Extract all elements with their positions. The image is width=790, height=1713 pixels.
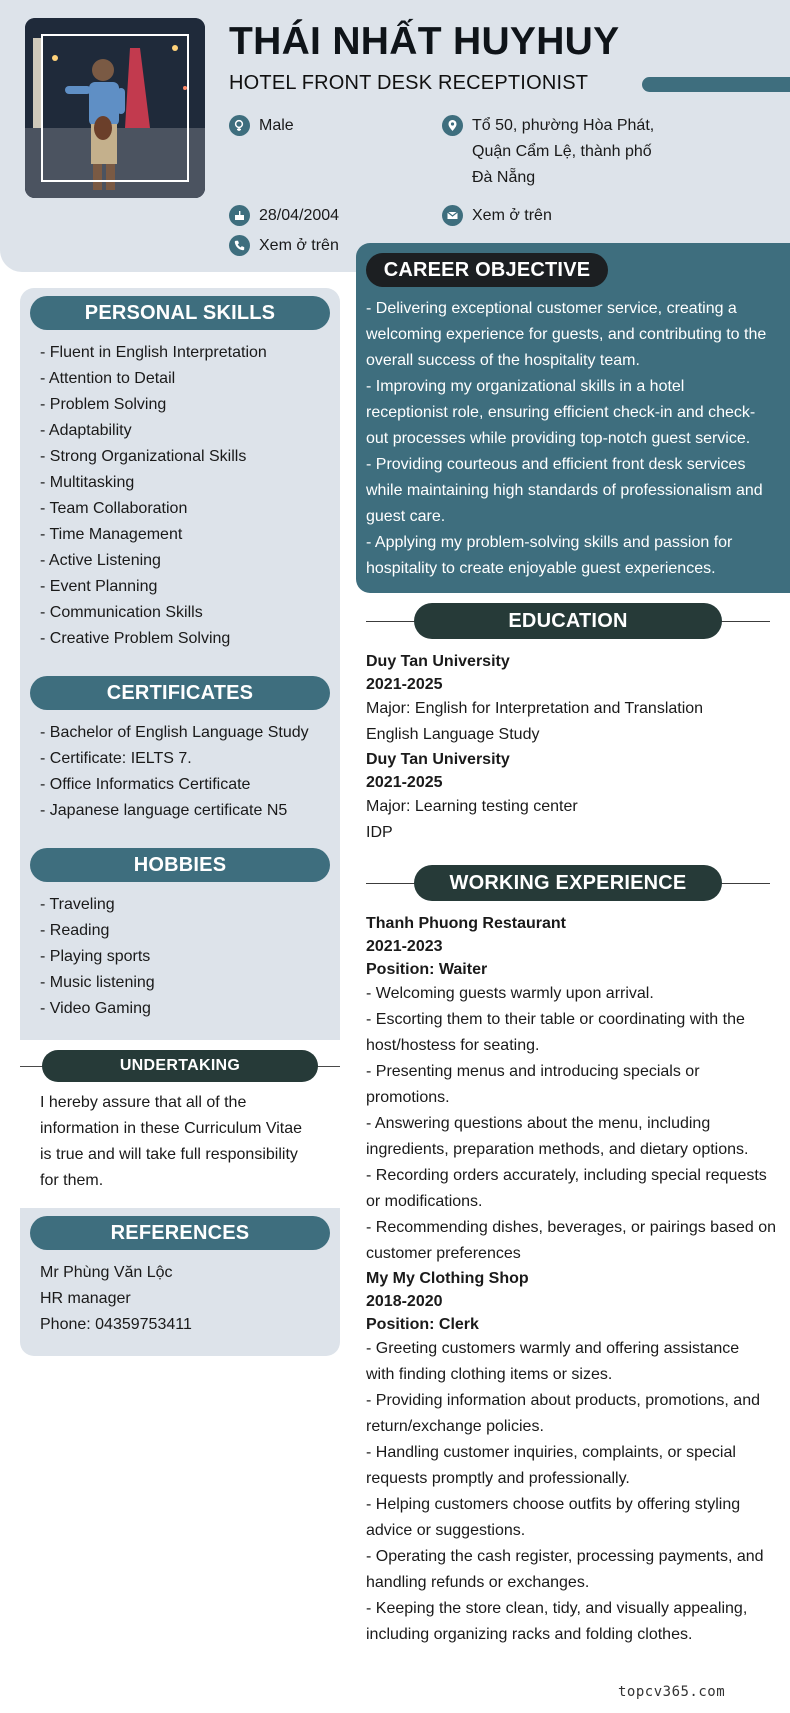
personal-skills-section — [20, 288, 340, 1040]
duty-line: with finding clothing items or sizes. — [366, 1366, 613, 1383]
list-item: - Event Planning — [40, 578, 158, 595]
duty-line: - Escorting them to their table or coordinating with the — [366, 1011, 745, 1028]
list-item: - Japanese language certificate N5 — [40, 802, 288, 819]
text-line: information in these Curriculum Vitae — [40, 1120, 303, 1137]
address-line: Tổ 50, phường Hòa Phát, — [472, 117, 655, 134]
list-item: - Attention to Detail — [40, 370, 176, 387]
duty-line: - Answering questions about the menu, including — [366, 1115, 711, 1132]
duty-line: - Handling customer inquiries, complaints, or special — [366, 1444, 736, 1461]
reference-line: Phone: 04359753411 — [40, 1316, 192, 1333]
experience-section — [366, 912, 780, 1648]
envelope-icon — [442, 205, 463, 226]
duty-line: advice or suggestions. — [366, 1522, 526, 1539]
study-years: 2021-2025 — [366, 676, 443, 693]
major: Major: English for Interpretation and Translation — [366, 700, 704, 717]
list-item: - Creative Problem Solving — [40, 630, 231, 647]
list-item: - Certificate: IELTS 7. — [40, 750, 192, 767]
list-item: - Video Gaming — [40, 1000, 151, 1017]
duty-line: - Recommending dishes, beverages, or pairings based on — [366, 1219, 777, 1236]
duty-line: promotions. — [366, 1089, 450, 1106]
phone-info — [229, 233, 339, 259]
education-section — [366, 650, 780, 846]
reference-line: Mr Phùng Văn Lộc — [40, 1264, 173, 1281]
watermark: topcv365.com — [618, 1684, 726, 1700]
reference-line: HR manager — [40, 1290, 131, 1307]
list-item: - Multitasking — [40, 474, 135, 491]
list-item: - Active Listening — [40, 552, 161, 569]
list-item: - Communication Skills — [40, 604, 203, 621]
text-line: overall success of the hospitality team. — [366, 352, 640, 369]
left-column — [20, 288, 340, 1356]
experience-heading — [366, 865, 770, 901]
section-heading: UNDERTAKING — [42, 1050, 318, 1082]
text-line: - Applying my problem-solving skills and passion for — [366, 534, 733, 551]
study-years: 2021-2025 — [366, 774, 443, 791]
list-item: - Traveling — [40, 896, 115, 913]
duty-line: handling refunds or exchanges. — [366, 1574, 590, 1591]
list-item: - Reading — [40, 922, 110, 939]
gender-text: Male — [259, 117, 294, 134]
duty-line: or modifications. — [366, 1193, 483, 1210]
text-line: - Delivering exceptional customer service, creating a — [366, 300, 737, 317]
phone-text: Xem ở trên — [259, 237, 339, 254]
education-detail: IDP — [366, 824, 393, 841]
text-line: for them. — [40, 1172, 104, 1189]
job-title: HOTEL FRONT DESK RECEPTIONIST — [229, 72, 589, 94]
undertaking-text — [30, 1082, 330, 1194]
list-item: - Office Informatics Certificate — [40, 776, 251, 793]
references-section — [20, 1208, 340, 1356]
duty-line: requests promptly and professionally. — [366, 1470, 630, 1487]
duty-line: host/hostess for seating. — [366, 1037, 540, 1054]
candidate-name: THÁI NHẤT HUYHUY — [229, 20, 620, 63]
company-name: Thanh Phuong Restaurant — [366, 915, 566, 932]
address-text — [472, 113, 654, 191]
list-item: - Team Collaboration — [40, 500, 188, 517]
hobbies-list — [30, 882, 330, 1028]
duty-line: including organizing racks and folding clothes. — [366, 1626, 693, 1643]
list-item: - Fluent in English Interpretation — [40, 344, 267, 361]
major: Major: Learning testing center — [366, 798, 578, 815]
list-item: - Strong Organizational Skills — [40, 448, 247, 465]
text-line: - Improving my organizational skills in a hotel — [366, 378, 685, 395]
references-list — [30, 1250, 330, 1344]
list-item: - Adaptability — [40, 422, 132, 439]
duty-line: - Welcoming guests warmly upon arrival. — [366, 985, 654, 1002]
job-years: 2021-2023 — [366, 938, 443, 955]
section-heading: CERTIFICATES — [30, 676, 330, 710]
duty-line: - Providing information about products, promotions, and — [366, 1392, 760, 1409]
text-line: guest care. — [366, 508, 446, 525]
list-item: - Music listening — [40, 974, 155, 991]
email-info — [442, 203, 552, 229]
duty-line: - Recording orders accurately, including special requests — [366, 1167, 767, 1184]
school-name: Duy Tan University — [366, 751, 510, 768]
list-item: - Playing sports — [40, 948, 151, 965]
section-heading: PERSONAL SKILLS — [30, 296, 330, 330]
school-name: Duy Tan University — [366, 653, 510, 670]
duty-line: - Presenting menus and introducing specials or — [366, 1063, 700, 1080]
birthday-info — [229, 203, 339, 229]
career-objective-text — [366, 296, 780, 582]
birthday-text: 28/04/2004 — [259, 207, 340, 224]
title-accent-bar — [642, 77, 790, 92]
job-position: Position: Clerk — [366, 1316, 479, 1333]
address-line: Quận Cẩm Lệ, thành phố — [472, 143, 652, 160]
text-line: is true and will take full responsibility — [40, 1146, 298, 1163]
text-line: I hereby assure that all of the — [40, 1094, 247, 1111]
skills-list — [30, 330, 330, 658]
section-heading: EDUCATION — [414, 603, 722, 639]
text-line: hospitality to create enjoyable guest experiences. — [366, 560, 716, 577]
section-heading: REFERENCES — [30, 1216, 330, 1250]
company-name: My My Clothing Shop — [366, 1270, 529, 1287]
gender-icon — [229, 115, 250, 136]
education-detail: English Language Study — [366, 726, 540, 743]
email-text: Xem ở trên — [472, 207, 552, 224]
section-heading: CAREER OBJECTIVE — [366, 253, 608, 287]
career-objective-section — [356, 243, 790, 593]
text-line: while maintaining high standards of professionalism and — [366, 482, 763, 499]
job-years: 2018-2020 — [366, 1293, 443, 1310]
undertaking-section — [20, 1040, 340, 1208]
job-position: Position: Waiter — [366, 961, 488, 978]
education-heading — [366, 603, 770, 639]
section-heading: HOBBIES — [30, 848, 330, 882]
duty-line: - Operating the cash register, processing payments, and — [366, 1548, 764, 1565]
duty-line: - Helping customers choose outfits by offering styling — [366, 1496, 741, 1513]
gender-info — [229, 113, 294, 139]
duty-line: ingredients, preparation methods, and dietary options. — [366, 1141, 749, 1158]
duty-line: customer preferences — [366, 1245, 521, 1262]
text-line: receptionist role, ensuring efficient check-in and check- — [366, 404, 756, 421]
phone-icon — [229, 235, 250, 256]
profile-photo — [25, 18, 205, 198]
location-pin-icon — [442, 115, 463, 136]
address-info — [442, 113, 654, 191]
list-item: - Problem Solving — [40, 396, 167, 413]
list-item: - Bachelor of English Language Study — [40, 724, 309, 741]
text-line: out processes while providing top-notch guest service. — [366, 430, 751, 447]
duty-line: - Greeting customers warmly and offering assistance — [366, 1340, 740, 1357]
section-heading: WORKING EXPERIENCE — [414, 865, 722, 901]
list-item: - Time Management — [40, 526, 183, 543]
text-line: welcoming experience for guests, and contributing to the — [366, 326, 767, 343]
duty-line: return/exchange policies. — [366, 1418, 544, 1435]
duty-line: - Keeping the store clean, tidy, and visually appealing, — [366, 1600, 748, 1617]
text-line: - Providing courteous and efficient front desk services — [366, 456, 746, 473]
certificates-list — [30, 710, 330, 830]
cake-icon — [229, 205, 250, 226]
address-line: Đà Nẵng — [472, 169, 536, 186]
